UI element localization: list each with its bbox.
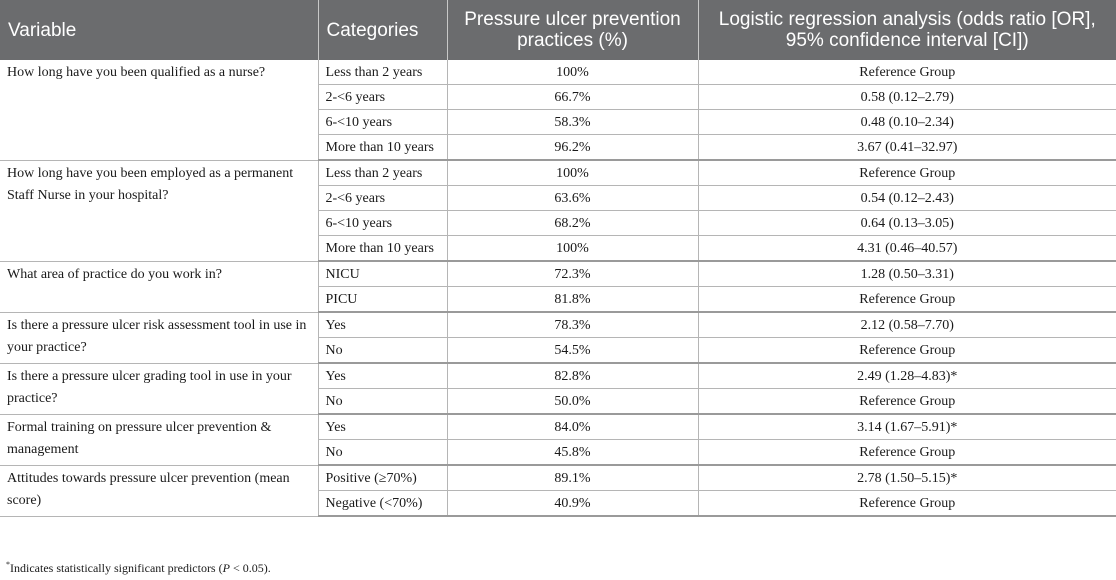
- percent-cell: 45.8%: [447, 440, 698, 466]
- odds-ratio-cell: Reference Group: [698, 440, 1116, 466]
- table-row: [0, 414, 1116, 440]
- percent-cell: 89.1%: [447, 465, 698, 491]
- odds-ratio-cell: Reference Group: [698, 491, 1116, 517]
- table-row: [0, 261, 1116, 287]
- footnote-text: Indicates statistically significant predictors (: [10, 561, 223, 575]
- variable-cell: Attitudes towards pressure ulcer prevention (mean score): [0, 465, 318, 516]
- odds-ratio-cell: 0.54 (0.12–2.43): [698, 186, 1116, 211]
- category-cell: 6-<10 years: [318, 110, 447, 135]
- table-row: [0, 160, 1116, 186]
- header-categories: Categories: [318, 0, 447, 60]
- category-cell: Positive (≥70%): [318, 465, 447, 491]
- footnote-asterisk: *: [6, 560, 10, 569]
- table-row: [0, 363, 1116, 389]
- category-cell: 2-<6 years: [318, 186, 447, 211]
- table-footnote: [6, 560, 271, 576]
- odds-ratio-cell: 4.31 (0.46–40.57): [698, 236, 1116, 262]
- percent-cell: 66.7%: [447, 85, 698, 110]
- odds-ratio-cell: 0.58 (0.12–2.79): [698, 85, 1116, 110]
- category-cell: No: [318, 389, 447, 415]
- variable-cell: How long have you been employed as a permanent Staff Nurse in your hospital?: [0, 160, 318, 261]
- percent-cell: 50.0%: [447, 389, 698, 415]
- percent-cell: 100%: [447, 60, 698, 85]
- odds-ratio-cell: 3.67 (0.41–32.97): [698, 135, 1116, 161]
- odds-ratio-cell: Reference Group: [698, 389, 1116, 415]
- percent-cell: 96.2%: [447, 135, 698, 161]
- odds-ratio-cell: 2.78 (1.50–5.15)*: [698, 465, 1116, 491]
- odds-ratio-cell: Reference Group: [698, 287, 1116, 313]
- odds-ratio-cell: 0.48 (0.10–2.34): [698, 110, 1116, 135]
- category-cell: Less than 2 years: [318, 160, 447, 186]
- category-cell: PICU: [318, 287, 447, 313]
- category-cell: Less than 2 years: [318, 60, 447, 85]
- variable-cell: Is there a pressure ulcer risk assessment tool in use in your practice?: [0, 312, 318, 363]
- table-row: [0, 60, 1116, 85]
- odds-ratio-cell: 1.28 (0.50–3.31): [698, 261, 1116, 287]
- percent-cell: 40.9%: [447, 491, 698, 517]
- odds-ratio-cell: Reference Group: [698, 338, 1116, 364]
- variable-cell: How long have you been qualified as a nurse?: [0, 60, 318, 160]
- category-cell: More than 10 years: [318, 135, 447, 161]
- percent-cell: 58.3%: [447, 110, 698, 135]
- table-row: [0, 465, 1116, 491]
- percent-cell: 63.6%: [447, 186, 698, 211]
- variable-cell: What area of practice do you work in?: [0, 261, 318, 312]
- variable-cell: Formal training on pressure ulcer prevention & management: [0, 414, 318, 465]
- odds-ratio-cell: 2.12 (0.58–7.70): [698, 312, 1116, 338]
- table-row: [0, 312, 1116, 338]
- header-logistic-regression: Logistic regression analysis (odds ratio [OR], 95% confidence interval [CI]): [698, 0, 1116, 60]
- category-cell: No: [318, 440, 447, 466]
- category-cell: Yes: [318, 363, 447, 389]
- percent-cell: 81.8%: [447, 287, 698, 313]
- category-cell: More than 10 years: [318, 236, 447, 262]
- category-cell: Negative (<70%): [318, 491, 447, 517]
- percent-cell: 82.8%: [447, 363, 698, 389]
- table-body: [0, 60, 1116, 516]
- percent-cell: 100%: [447, 236, 698, 262]
- odds-ratio-cell: Reference Group: [698, 60, 1116, 85]
- odds-ratio-cell: 2.49 (1.28–4.83)*: [698, 363, 1116, 389]
- category-cell: No: [318, 338, 447, 364]
- percent-cell: 68.2%: [447, 211, 698, 236]
- table-header: [0, 0, 1116, 60]
- category-cell: Yes: [318, 414, 447, 440]
- category-cell: 2-<6 years: [318, 85, 447, 110]
- footnote-threshold: < 0.05).: [229, 561, 271, 575]
- odds-ratio-cell: Reference Group: [698, 160, 1116, 186]
- category-cell: 6-<10 years: [318, 211, 447, 236]
- odds-ratio-cell: 0.64 (0.13–3.05): [698, 211, 1116, 236]
- category-cell: Yes: [318, 312, 447, 338]
- header-variable: Variable: [0, 0, 318, 60]
- category-cell: NICU: [318, 261, 447, 287]
- percent-cell: 78.3%: [447, 312, 698, 338]
- footnote-p-symbol: P: [222, 561, 230, 575]
- header-prevention-practices: Pressure ulcer prevention practices (%): [447, 0, 698, 60]
- percent-cell: 84.0%: [447, 414, 698, 440]
- percent-cell: 72.3%: [447, 261, 698, 287]
- odds-ratio-cell: 3.14 (1.67–5.91)*: [698, 414, 1116, 440]
- variable-cell: Is there a pressure ulcer grading tool in use in your practice?: [0, 363, 318, 414]
- percent-cell: 54.5%: [447, 338, 698, 364]
- percent-cell: 100%: [447, 160, 698, 186]
